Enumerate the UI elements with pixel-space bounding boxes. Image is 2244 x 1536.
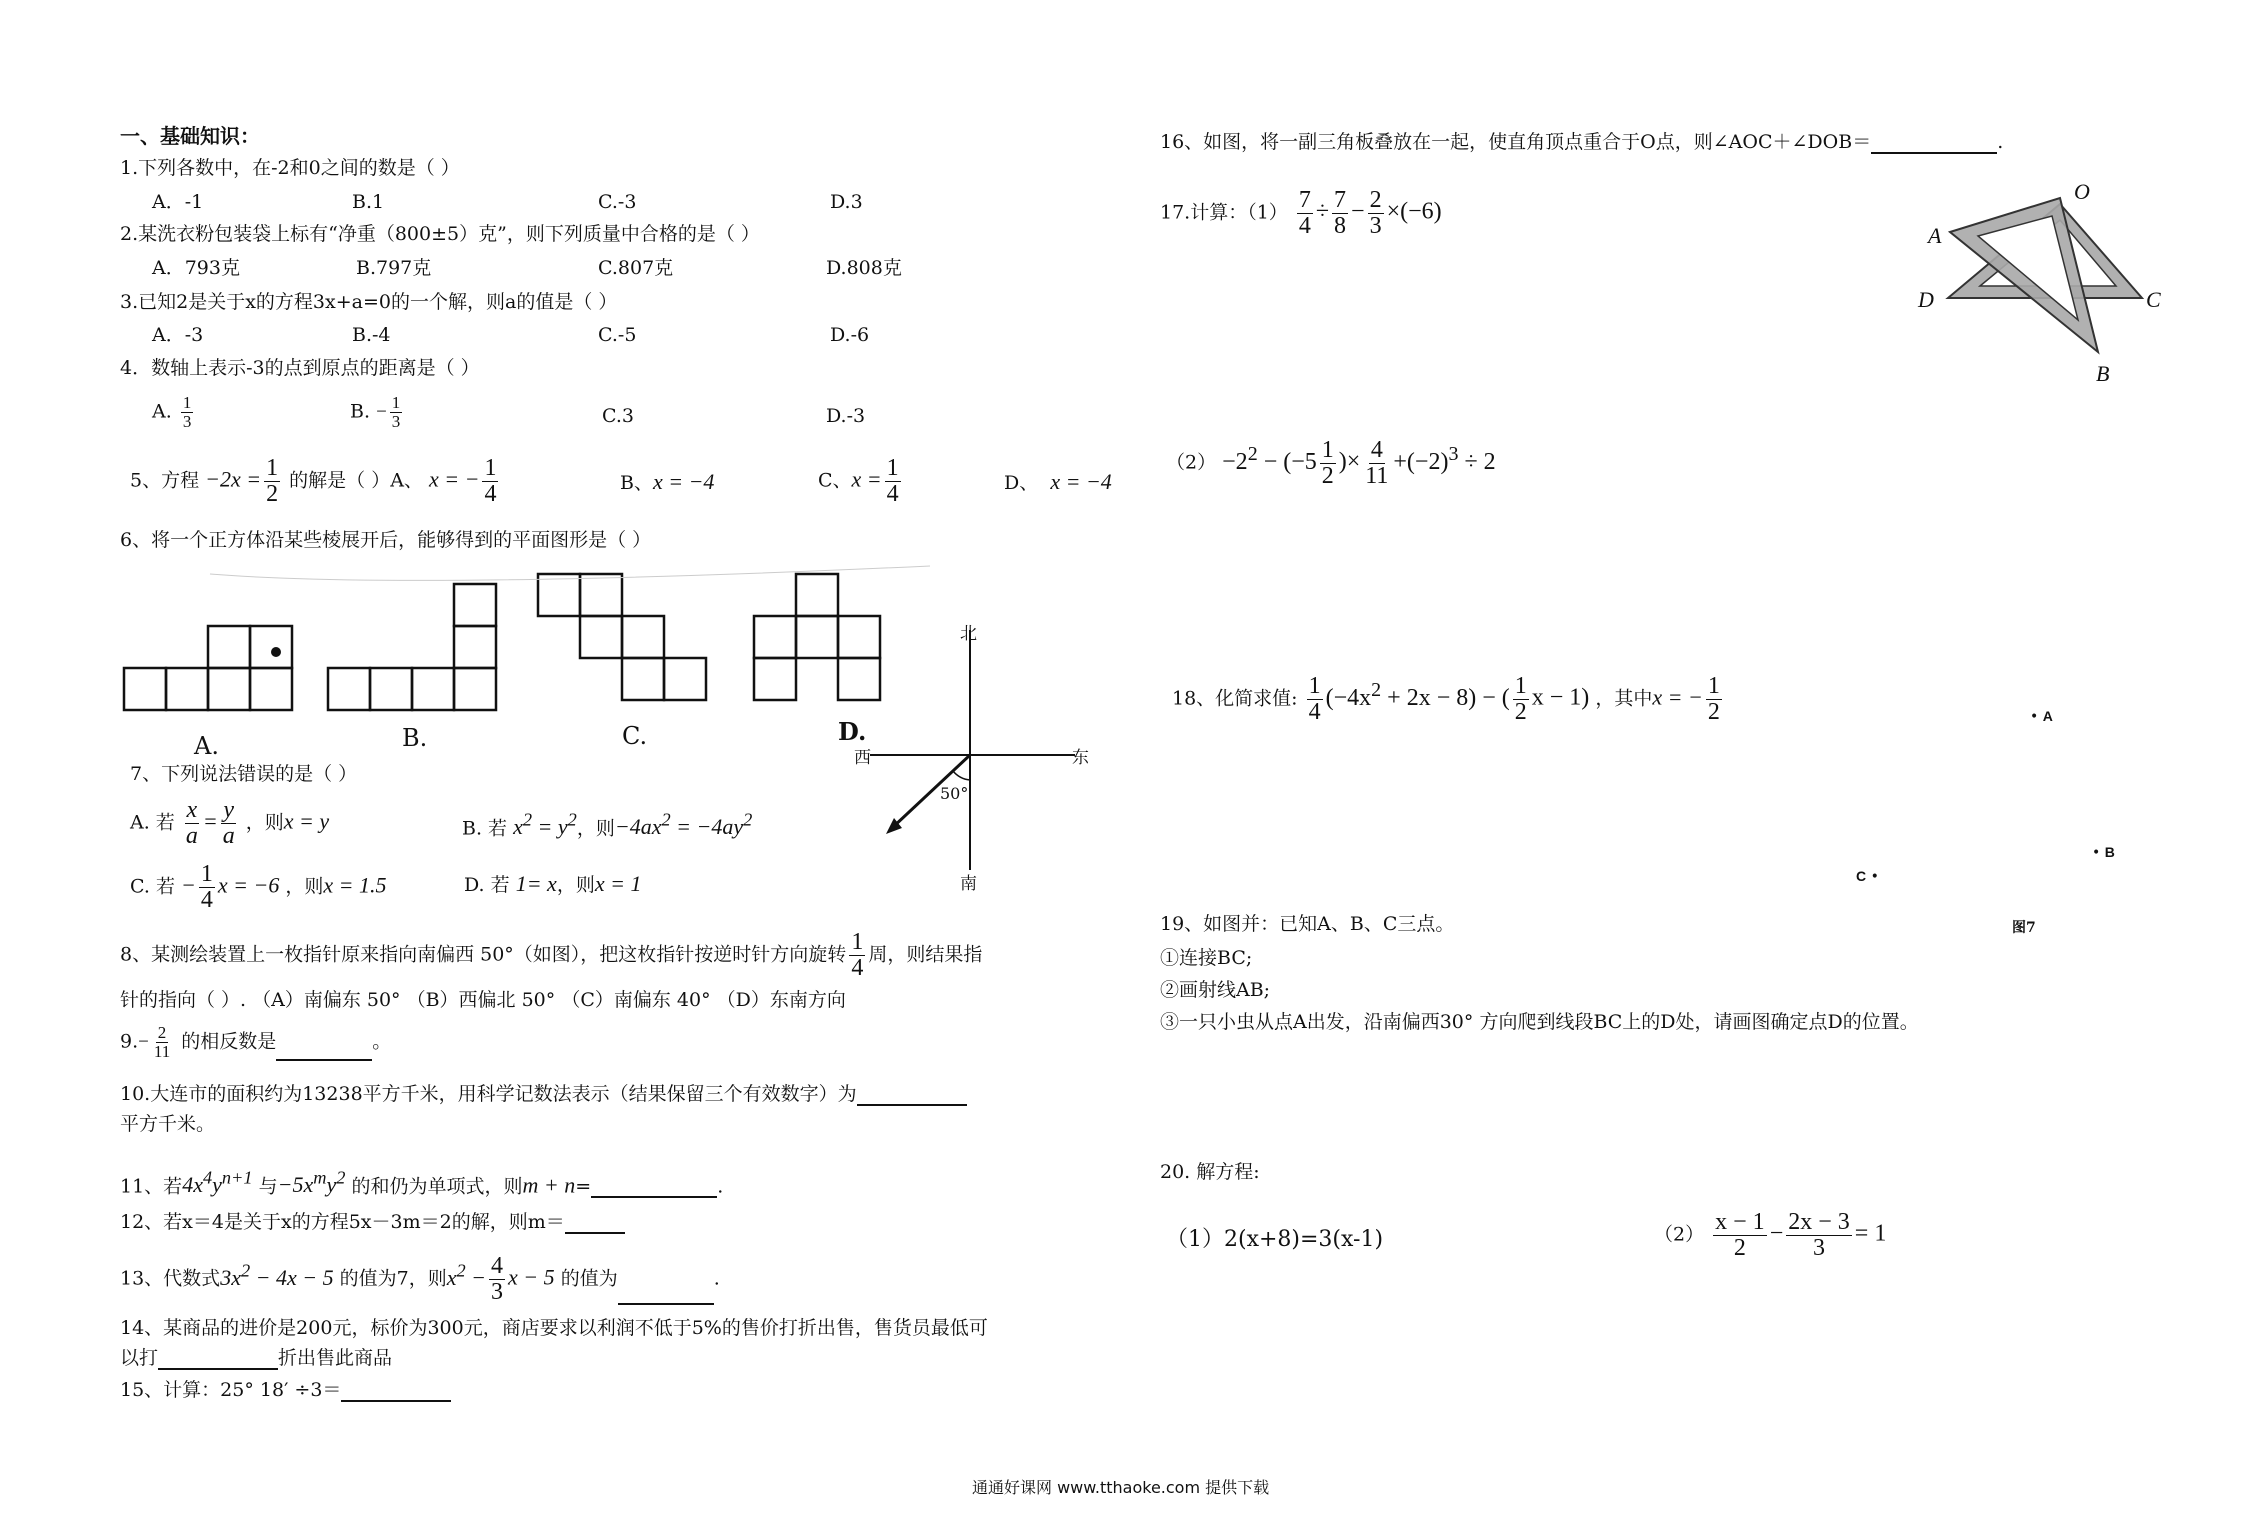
q14-line2: 以打 折出售此商品 — [120, 1347, 393, 1369]
q9-line: 9.− $\frac{2}{11}$ 的相反数是 。 — [120, 1023, 392, 1061]
compass-east: 东 — [1072, 748, 1089, 768]
net-b — [328, 584, 496, 710]
net-a — [124, 626, 292, 710]
q3-stem: 3.已知2是关于x的方程3x+a=0的一个解，则a的值是（ ） — [120, 291, 618, 313]
q10-line1: 10.大连市的面积约为13238平方千米，用科学记数法表示（结果保留三个有效数字）为 — [120, 1082, 967, 1106]
q19-stem: 19、如图并：已知A、B、C三点。 — [1160, 913, 1455, 935]
point-b: • B — [2092, 844, 2115, 861]
q16-line: 16、如图，将一副三角板叠放在一起，使直角顶点重合于O点，则∠AOC＋∠DOB＝ . — [1160, 131, 2004, 153]
q1-option-a: A．-1 — [152, 191, 204, 213]
q19-step1: ①连接BC; — [1160, 947, 1253, 969]
q4-option-d: D.-3 — [826, 405, 866, 427]
cube-nets-figure — [110, 560, 930, 760]
q8-line1: 8、某测绘装置上一枚指针原来指向南偏西 50°（如图），把这枚指针按逆时针方向旋转 $\frac{1}{4}$ 周，则结果指 — [120, 929, 983, 982]
net-label-a: A. — [194, 732, 219, 760]
tri-label-o: O — [2074, 179, 2090, 204]
q20-part1: （1）2(x+8)=3(x-1) — [1166, 1227, 1384, 1252]
q2-option-c: C.807克 — [598, 257, 674, 279]
q7-option-a: A. 若 $\frac{x}{a}$ = $\frac{y}{a}$ ，则x = y — [130, 797, 330, 850]
q5-option-c: C、x = $\frac{1}{4}$ — [818, 455, 899, 508]
compass-angle: 50° — [940, 784, 969, 803]
q19-step3: ③一只小虫从点A出发，沿南偏西30° 方向爬到线段BC上的D处，请画图确定点D的位置。 — [1160, 1011, 1919, 1033]
section-title: 一、基础知识： — [120, 124, 260, 148]
q7-option-b: B. 若 $x^2 = y^2$，则$-4ax^2 = -4ay^2$ — [462, 810, 753, 840]
q2-option-a: A．793克 — [152, 257, 240, 279]
q4-option-b: B. − $\frac{1}{3}$ — [350, 393, 401, 431]
q7-stem: 7、下列说法错误的是（ ） — [130, 763, 358, 785]
net-label-b: B. — [402, 724, 428, 752]
q6-stem: 6、将一个正方体沿某些棱展开后，能够得到的平面图形是（ ） — [120, 529, 652, 551]
q8-line2: 针的指向（ ）. （A）南偏东 50° （B）西偏北 50° （C）南偏东 40° （D）东南方向 — [120, 989, 846, 1011]
tri-label-b: B — [2096, 361, 2110, 386]
tri-label-a: A — [1928, 223, 1942, 248]
point-c: C • — [1856, 868, 1879, 885]
q5-option-d: D、 x = −4 — [1004, 469, 1112, 494]
q3-option-a: A．-3 — [152, 324, 204, 346]
q14-line1: 14、某商品的进价是200元，标价为300元，商店要求以利润不低于5%的售价打折出售，售货员最低可 — [120, 1317, 988, 1339]
compass-west: 西 — [854, 748, 871, 768]
q1-stem: 1.下列各数中，在-2和0之间的数是（ ） — [120, 157, 460, 179]
point-a: • A — [2030, 708, 2053, 725]
q1-option-d: D.3 — [830, 191, 863, 213]
tri-label-c: C — [2146, 287, 2161, 312]
q17-part1: 17.计算：（1） $\frac{7}{4}$ ÷ $\frac{7}{8}$ − $\frac{2}{3}$ ×(−6) — [1160, 187, 1442, 240]
net-c — [538, 574, 706, 700]
q20-stem: 20. 解方程: — [1160, 1161, 1260, 1183]
q3-option-c: C.-5 — [598, 324, 637, 346]
q13-line: 13、代数式$3x^2 - 4x - 5$ 的值为7，则$x^2$ − $\frac{4}{3}$ x − 5 的值为 . — [120, 1253, 720, 1306]
net-label-d: D. — [838, 717, 867, 746]
q12-line: 12、若x＝4是关于x的方程5x－3m＝2的解，则m＝ — [120, 1210, 625, 1234]
q2-option-d: D.808克 — [826, 257, 902, 279]
q19-step2: ②画射线AB; — [1160, 979, 1271, 1001]
q18-line: 18、化简求值: $\frac{1}{4}$ $(-4x^2 + 2x - 8)$ − ( $\frac{1}{2}$ x − 1) ，其中x = − $\frac{1}{2}$ — [1172, 673, 1720, 726]
q20-part2: （2） $\frac{x - 1}{2}$ − $\frac{2x - 3}{3}$ = 1 — [1654, 1209, 1887, 1262]
q5-option-b: B、x = −4 — [620, 469, 715, 494]
q4-option-a: A. $\frac{1}{3}$ — [152, 393, 192, 431]
q1-option-b: B.1 — [352, 191, 385, 213]
compass-figure — [850, 620, 1100, 890]
q3-option-d: D.-6 — [830, 324, 870, 346]
q4-option-c: C.3 — [602, 405, 634, 427]
figure-7-label: 图7 — [2012, 920, 2036, 936]
q4-stem: 4．数轴上表示-3的点到原点的距离是（ ） — [120, 357, 480, 379]
tri-label-d: D — [1918, 287, 1934, 312]
footer-credit: 通通好课网 www.tthaoke.com 提供下载 — [972, 1478, 1270, 1497]
q10-line2: 平方千米。 — [120, 1113, 216, 1135]
triangle-rulers-figure — [1920, 190, 2160, 390]
q2-stem: 2.某洗衣粉包装袋上标有“净重（800±5）克”，则下列质量中合格的是（ ） — [120, 223, 760, 245]
q11-line: 11、若$4x^4y^{n+1}$ 与$-5x^my^2$ 的和仍为单项式，则m + n= . — [120, 1168, 724, 1198]
q7-option-d: D. 若 1= x，则x = 1 — [464, 871, 642, 896]
compass-south: 南 — [960, 874, 977, 894]
q5-line: 5、方程 −2x = $\frac{1}{2}$ 的解是（ ）A、 x = − $\frac{1}{4}$ — [130, 455, 497, 508]
q7-option-c: C. 若 − $\frac{1}{4}$ x = −6 ，则x = 1.5 — [130, 861, 387, 914]
q2-option-b: B.797克 — [356, 257, 432, 279]
q3-option-b: B.-4 — [352, 324, 391, 346]
q15-line: 15、计算：25° 18′ ÷3＝ — [120, 1378, 451, 1402]
q17-part2: $(2) -2^2 - (-5$ $\frac{1}{2}$ )× $\frac{4}{11}$ $+(-2)^3 \div 2$ — [1166, 437, 1496, 490]
net-label-c: C. — [622, 722, 648, 750]
compass-north: 北 — [960, 624, 977, 644]
q1-option-c: C.-3 — [598, 191, 637, 213]
